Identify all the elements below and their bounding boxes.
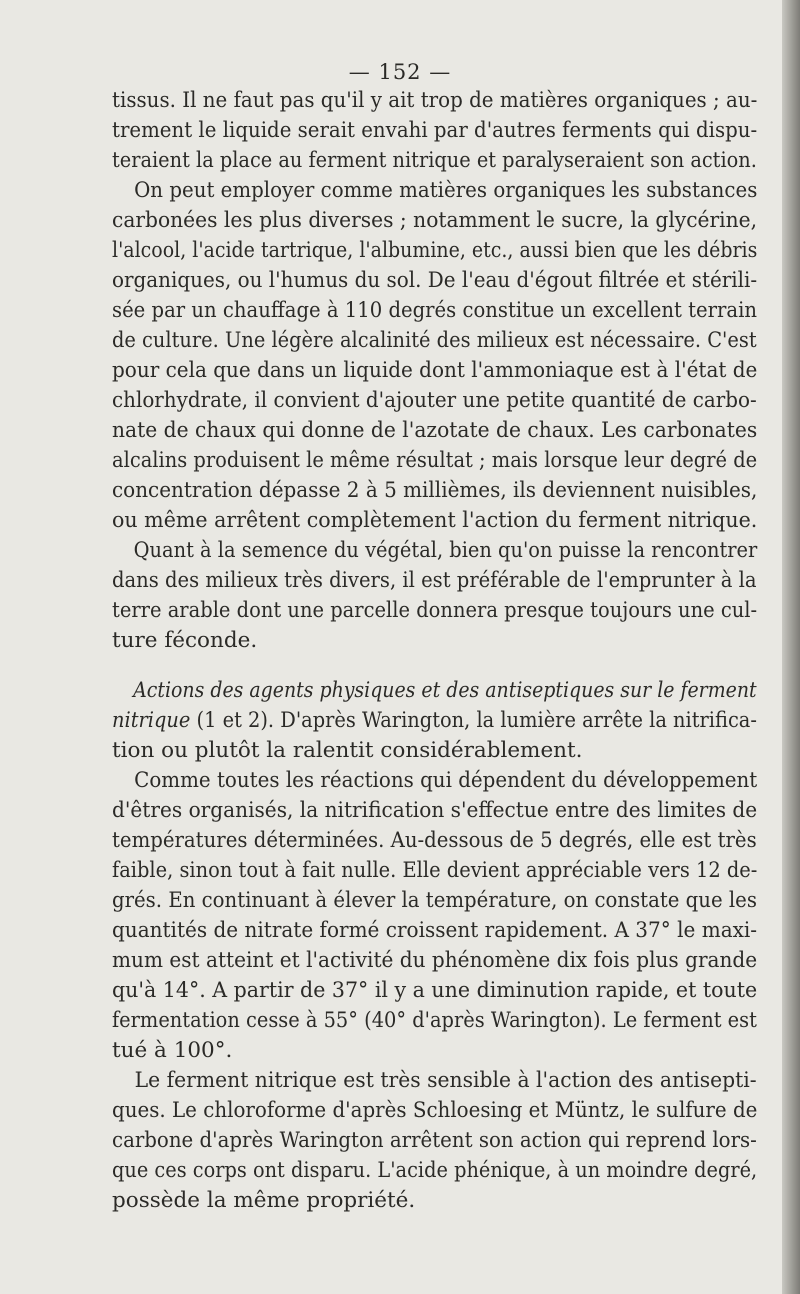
text-line: mum est atteint et l'activité du phénomène dix fois plus grande [112,948,758,973]
text-line: fermentation cesse à 55° (40° d'après Warington). Le ferment est [112,1008,757,1033]
text-line: teraient la place au ferment nitrique et paralyseraient son action. [112,148,757,173]
text-line [112,706,757,736]
text-line: Le ferment nitrique est très sensible à l'action des antisepti- [134,1068,757,1093]
text-line: sée par un chauffage à 110 degrés constitue un excellent terrain [112,298,757,323]
section-gap [112,656,757,676]
text-line: quantités de nitrate formé croissent rapidement. A 37° le maxi- [112,918,758,943]
text-line: qu'à 14°. A partir de 37° il y a une diminution rapide, et toute [112,978,758,1003]
text-line: concentration dépasse 2 à 5 millièmes, ils deviennent nuisibles, [112,478,758,503]
text-line: trement le liquide serait envahi par d'autres ferments qui dispu- [112,118,758,143]
heading-rest: (1 et 2). D'après Warington, la lumière arrête la nitrifica- [190,708,757,733]
page-edge-shadow [782,0,800,1294]
body-text [112,86,757,1216]
paragraph-2 [112,176,757,536]
page-number: — 152 — [348,60,452,84]
section-heading [112,676,757,766]
text-line: températures déterminées. Au-dessous de 5 degrés, elle est très [112,828,757,853]
text-line: tué à 100°. [112,1038,233,1063]
text-line: grés. En continuant à élever la température, on constate que les [112,888,757,913]
text-line: tion ou plutôt la ralentit considérablement. [112,738,583,763]
text-line: organiques, ou l'humus du sol. De l'eau d'égout filtrée et stérili- [112,268,758,293]
paragraph-3 [112,536,757,656]
paragraph-5 [112,1066,757,1216]
paragraph-4 [112,766,757,1066]
text-line: ou même arrêtent complètement l'action du ferment nitrique. [112,508,758,533]
text-line: l'alcool, l'acide tartrique, l'albumine, etc., aussi bien que les débris [112,238,758,263]
text-line: faible, sinon tout à fait nulle. Elle devient appréciable vers 12 de- [112,858,758,883]
text-line: que ces corps ont disparu. L'acide phénique, à un moindre degré, [112,1158,758,1183]
paragraph-1 [112,86,757,176]
text-line: On peut employer comme matières organiques les substances [134,178,758,203]
text-line: ques. Le chloroforme d'après Schloesing et Müntz, le sulfure de [112,1098,758,1123]
text-line: d'êtres organisés, la nitrification s'effectue entre des limites de [112,798,758,823]
text-line: nate de chaux qui donne de l'azotate de chaux. Les carbonates [112,418,758,443]
text-line: ture féconde. [112,628,258,653]
text-line: alcalins produisent le même résultat ; mais lorsque leur degré de [112,448,758,473]
text-line: carbone d'après Warington arrêtent son action qui reprend lors- [112,1128,757,1153]
text-line: dans des milieux très divers, il est préférable de l'emprunter à la [112,568,757,593]
text-line: Quant à la semence du végétal, bien qu'on puisse la rencontrer [133,538,758,563]
text-line: de culture. Une légère alcalinité des milieux est nécessaire. C'est [112,328,757,353]
text-line: carbonées les plus diverses ; notamment le sucre, la glycérine, [112,208,758,233]
text-line: terre arable dont une parcelle donnera presque toujours une cul- [112,598,758,623]
text-line: chlorhydrate, il convient d'ajouter une petite quantité de carbo- [112,388,757,413]
text-line [112,676,757,706]
text-line: Comme toutes les réactions qui dépendent du développement [134,768,758,793]
heading-italic: nitrique [112,708,191,733]
heading-italic: Actions des agents physiques et des antiseptiques sur le ferment [133,678,757,703]
text-line: pour cela que dans un liquide dont l'ammoniaque est à l'état de [112,358,758,383]
text-line: tissus. Il ne faut pas qu'il y ait trop de matières organiques ; au- [112,88,758,113]
text-line: possède la même propriété. [112,1188,416,1213]
